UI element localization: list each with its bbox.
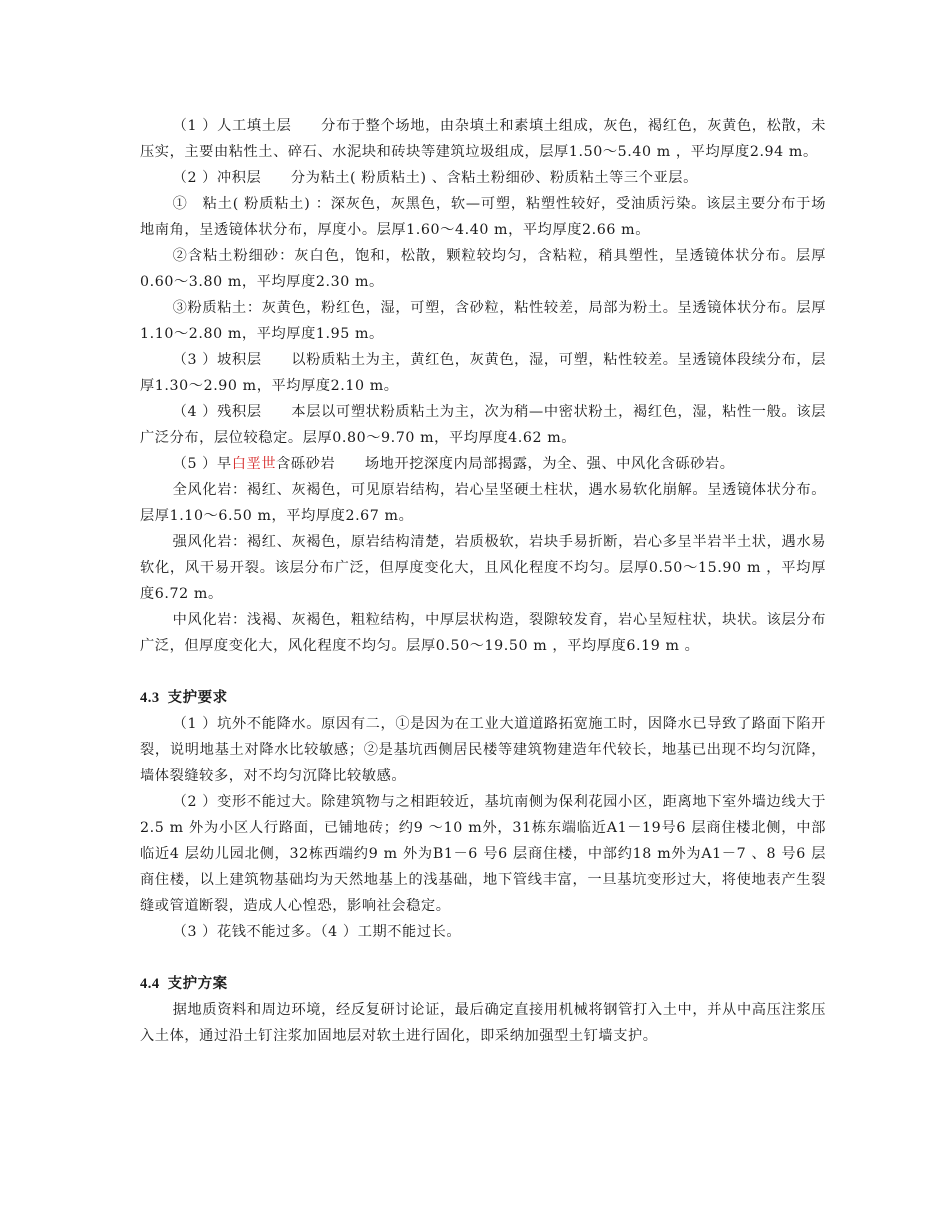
paragraph-colluvial-layer: （3 ）坡积层 以粉质粘土为主，黄红色，灰黄色，湿，可塑，粘性较差。呈透镜体段续分布，层厚1.30～2.90 m，平均厚度2.10 m。 [140, 352, 826, 394]
paragraph-residual-layer: （4 ）残积层 本层以可塑状粉质粘土为主，次为稍—中密状粉土，褐红色，湿，粘性一般。该层广泛分布，层位较稳定。层厚0.80～9.70 m，平均厚度4.62 m。 [140, 404, 826, 446]
document-body [140, 113, 826, 1049]
section-spacer [140, 659, 826, 685]
paragraph-sand-sublayer: ②含粘土粉细砂：灰白色，饱和，松散，颗粒较均匀，含粘粒，稍具塑性，呈透镜体状分布。层厚0.60～3.80 m，平均厚度2.30 m。 [140, 248, 826, 290]
paragraph-clay-sublayer: ① 粘土( 粉质粘土) ：深灰色，灰黑色，软—可塑，粘塑性较好，受油质污染。该层主要分布于场地南角，呈透镜体状分布，厚度小。层厚1.60～4.40 m，平均厚度2.66 m。 [140, 196, 826, 238]
section-title: 支护方案 [167, 976, 228, 992]
section-number: 4.3 [140, 690, 160, 706]
paragraph-limited-deformation: （2 ）变形不能过大。除建筑物与之相距较近，基坑南侧为保利花园小区，距离地下室外墙边线大于2.5 m 外为小区人行路面，已铺地砖；约9 ～10 m外，31栋东端临近A1－19号6 层商住楼北侧，中部临近4 层幼儿园北侧，32栋西端约9 m 外为B1－6 号6 层商住楼，中部约18 m外为A1－7 、8 号6 层商住楼，以上建筑物基础均为天然地基上的浅基础，地下管线丰富，一旦基坑变形过大，将使地表产生裂缝或管道断裂，造成人心惶恐，影响社会稳定。 [140, 794, 826, 914]
paragraph-cost-schedule: （3 ）花钱不能过多。（4 ）工期不能过长。 [172, 924, 462, 940]
paragraph-silty-clay-sublayer: ③粉质粘土：灰黄色，粉红色，湿，可塑，含砂粒，粘性较差，局部为粉土。呈透镜体状分布。层厚1.10～2.80 m，平均厚度1.95 m。 [140, 300, 826, 342]
paragraph-fill-layer: （1 ）人工填土层 分布于整个场地，由杂填土和素填土组成，灰色，褐红色，灰黄色，松散，未压实，主要由粘性土、碎石、水泥块和砖块等建筑垃圾组成，层厚1.50～5.40 m ，平均厚度2.94 m。 [140, 118, 826, 160]
paragraph-fully-weathered: 全风化岩：褐红、灰褐色，可见原岩结构，岩心呈坚硬土柱状，遇水易软化崩解。呈透镜体状分布。层厚1.10～6.50 m，平均厚度2.67 m。 [140, 482, 826, 524]
section-number: 4.4 [140, 976, 160, 992]
section-heading-4-4 [140, 971, 826, 997]
paragraph-strongly-weathered: 强风化岩：褐红、灰褐色，原岩结构清楚，岩质极软，岩块手易折断，岩心多呈半岩半土状，遇水易软化，风干易开裂。该层分布广泛，但厚度变化大，且风化程度不均匀。层厚0.50～15.90 m ，平均厚度6.72 m。 [140, 534, 826, 602]
paragraph-support-scheme: 据地质资料和周边环境，经反复研讨论证，最后确定直接用机械将钢管打入土中，并从中高压注浆压入土体，通过沿土钉注浆加固地层对软土进行固化，即采纳加强型土钉墙支护。 [140, 1002, 826, 1044]
section-spacer [140, 945, 826, 971]
paragraph-sandstone-layer [140, 451, 826, 477]
section-heading-4-3 [140, 685, 826, 711]
cretaceous-highlight: 白垩世 [231, 456, 277, 472]
section-title: 支护要求 [167, 690, 228, 706]
sandstone-text-end: 含砾砂岩 场地开挖深度内局部揭露，为全、强、中风化含砾砂岩。 [276, 456, 735, 472]
paragraph-no-dewatering: （1 ）坑外不能降水。原因有二，①是因为在工业大道道路拓宽施工时，因降水已导致了路面下陷开裂，说明地基土对降水比较敏感；②是基坑西侧居民楼等建筑物建造年代较长，地基已出现不均匀沉降，墙体裂缝较多，对不均匀沉降比较敏感。 [140, 716, 826, 784]
sandstone-text-start: （5 ）早 [172, 456, 232, 472]
paragraph-alluvial-layer: （2 ）冲积层 分为粘土( 粉质粘土) 、含粘土粉细砂、粉质粘土等三个亚层。 [172, 170, 698, 186]
paragraph-moderately-weathered: 中风化岩：浅褐、灰褐色，粗粒结构，中厚层状构造，裂隙较发育，岩心呈短柱状，块状。该层分布广泛，但厚度变化大，风化程度不均匀。层厚0.50～19.50 m ，平均厚度6.19 m 。 [140, 612, 826, 654]
